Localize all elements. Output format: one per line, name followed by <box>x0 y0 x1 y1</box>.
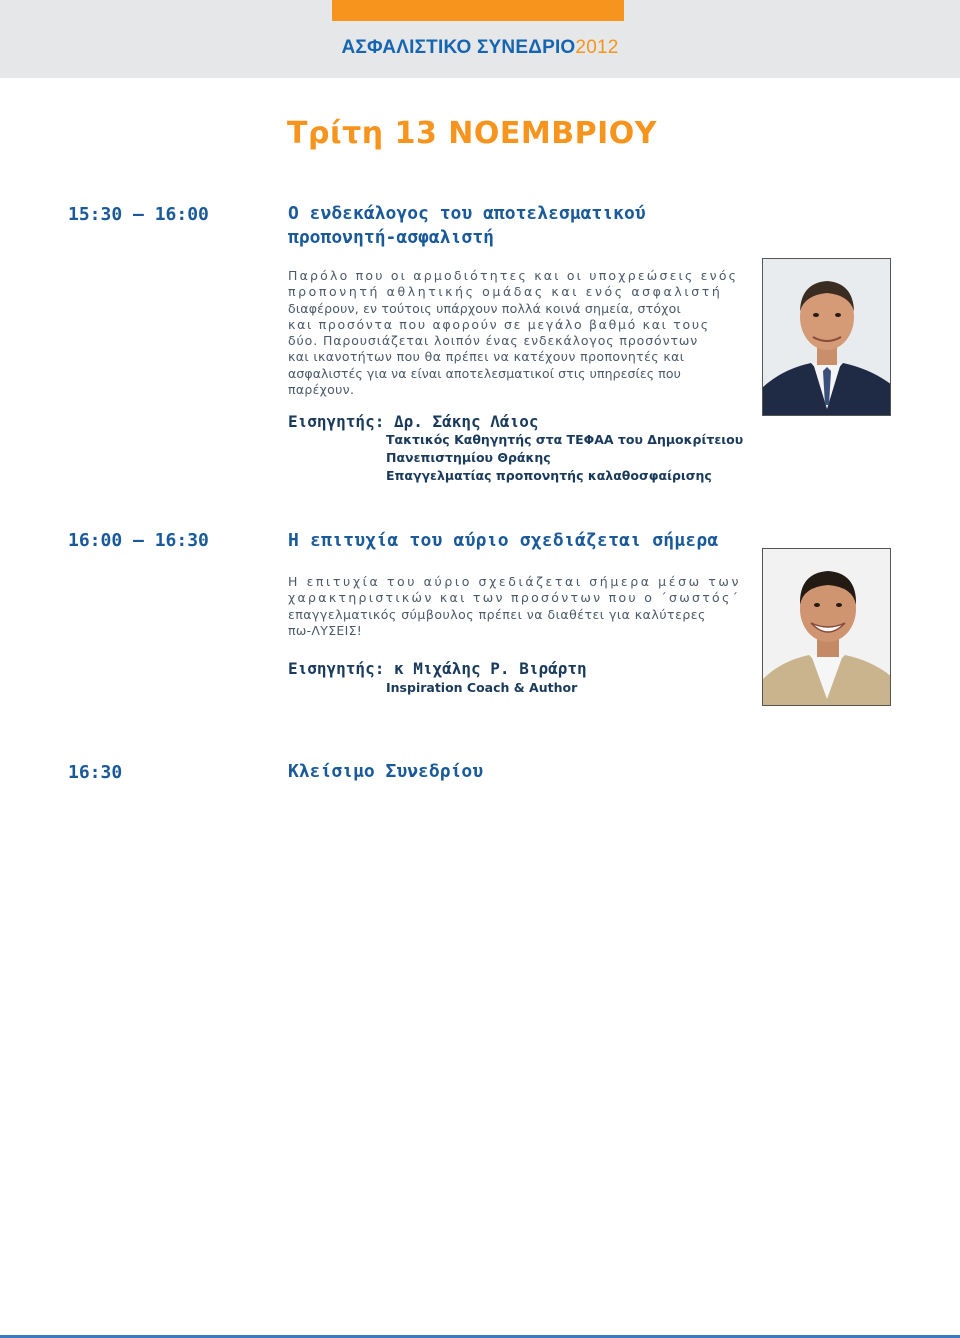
description-line: παρέχουν. <box>288 382 355 398</box>
speaker-line <box>288 659 587 678</box>
description-line: δύο. Παρουσιάζεται λοιπόν ένας ενδεκάλογος προσόντων <box>288 333 699 349</box>
speaker-portrait-icon <box>763 259 891 416</box>
speaker-portrait-icon <box>763 549 891 706</box>
description-line: διαφέρουν, εν τούτοις υπάρχουν πολλά κοινά σημεία, στόχοι <box>288 300 681 316</box>
description-line: πω-ΛΥΣΕΙΣ! <box>288 622 363 638</box>
speaker-name: Δρ. Σάκης Λάιος <box>393 412 539 431</box>
speaker-photo <box>762 258 891 416</box>
session-description <box>288 574 741 639</box>
speaker-affiliation <box>386 679 577 697</box>
speaker-label: Εισηγητής: <box>288 412 385 431</box>
speaker-photo <box>762 548 891 706</box>
session-title-line: Κλείσιμο Συνεδρίου <box>288 761 484 782</box>
affiliation-line: Επαγγελματίας προπονητής καλαθοσφαίρισης <box>386 468 712 483</box>
day-title: Τρίτη 13 ΝΟΕΜΒΡΙΟΥ <box>287 116 657 151</box>
session-time: 16:00 – 16:30 <box>68 530 209 551</box>
conference-name: ΑΣΦΑΛΙΣΤΙΚΟ ΣΥΝΕΔΡΙΟ <box>341 37 576 58</box>
speaker-label: Εισηγητής: <box>288 659 385 678</box>
affiliation-line: Inspiration Coach & Author <box>386 680 578 695</box>
affiliation-line: Τακτικός Καθηγητής στα ΤΕΦΑΑ του Δημοκρίτειου <box>386 432 744 447</box>
session-title-line: Ο ενδεκάλογος του αποτελεσματικού <box>288 203 646 224</box>
description-line: επαγγελματικός σύμβουλος πρέπει να διαθέτει για καλύτερες <box>288 606 706 622</box>
speaker-name: κ Μιχάλης Ρ. Βιράρτη <box>393 659 587 678</box>
header-accent-tab <box>332 0 624 21</box>
session-title <box>288 202 646 250</box>
speaker-line <box>288 412 538 431</box>
conference-year: 2012 <box>575 37 619 58</box>
session-description <box>288 268 738 398</box>
description-line: προπονητή αθλητικής ομάδας και ενός ασφαλιστή <box>288 284 723 300</box>
session-time: 15:30 – 16:00 <box>68 204 209 225</box>
description-line: και προσόντα που αφορούν σε μεγάλο βαθμό και τους <box>288 316 710 332</box>
description-line: ασφαλιστές για να είναι αποτελεσματικοί στις υπηρεσίες που <box>288 365 681 381</box>
description-line: χαρακτηριστικών και των προσόντων που ο ΄σωστός΄ <box>288 590 741 606</box>
speaker-affiliation <box>386 431 743 485</box>
conference-title <box>0 37 960 59</box>
description-line: και ικανοτήτων που θα πρέπει να κατέχουν προπονητές και <box>288 349 685 365</box>
description-line: Η επιτυχία του αύριο σχεδιάζεται σήμερα μέσω των <box>288 574 742 589</box>
session-title-line: Η επιτυχία του αύριο σχεδιάζεται σήμερα <box>288 530 719 551</box>
session-time: 16:30 <box>68 762 123 783</box>
session-title <box>288 760 483 784</box>
affiliation-line: Πανεπιστημίου Θράκης <box>386 450 551 465</box>
description-line: Παρόλο που οι αρμοδιότητες και οι υποχρεώσεις ενός <box>288 268 739 283</box>
session-title <box>288 529 718 553</box>
session-title-line: προπονητή-ασφαλιστή <box>288 227 494 248</box>
